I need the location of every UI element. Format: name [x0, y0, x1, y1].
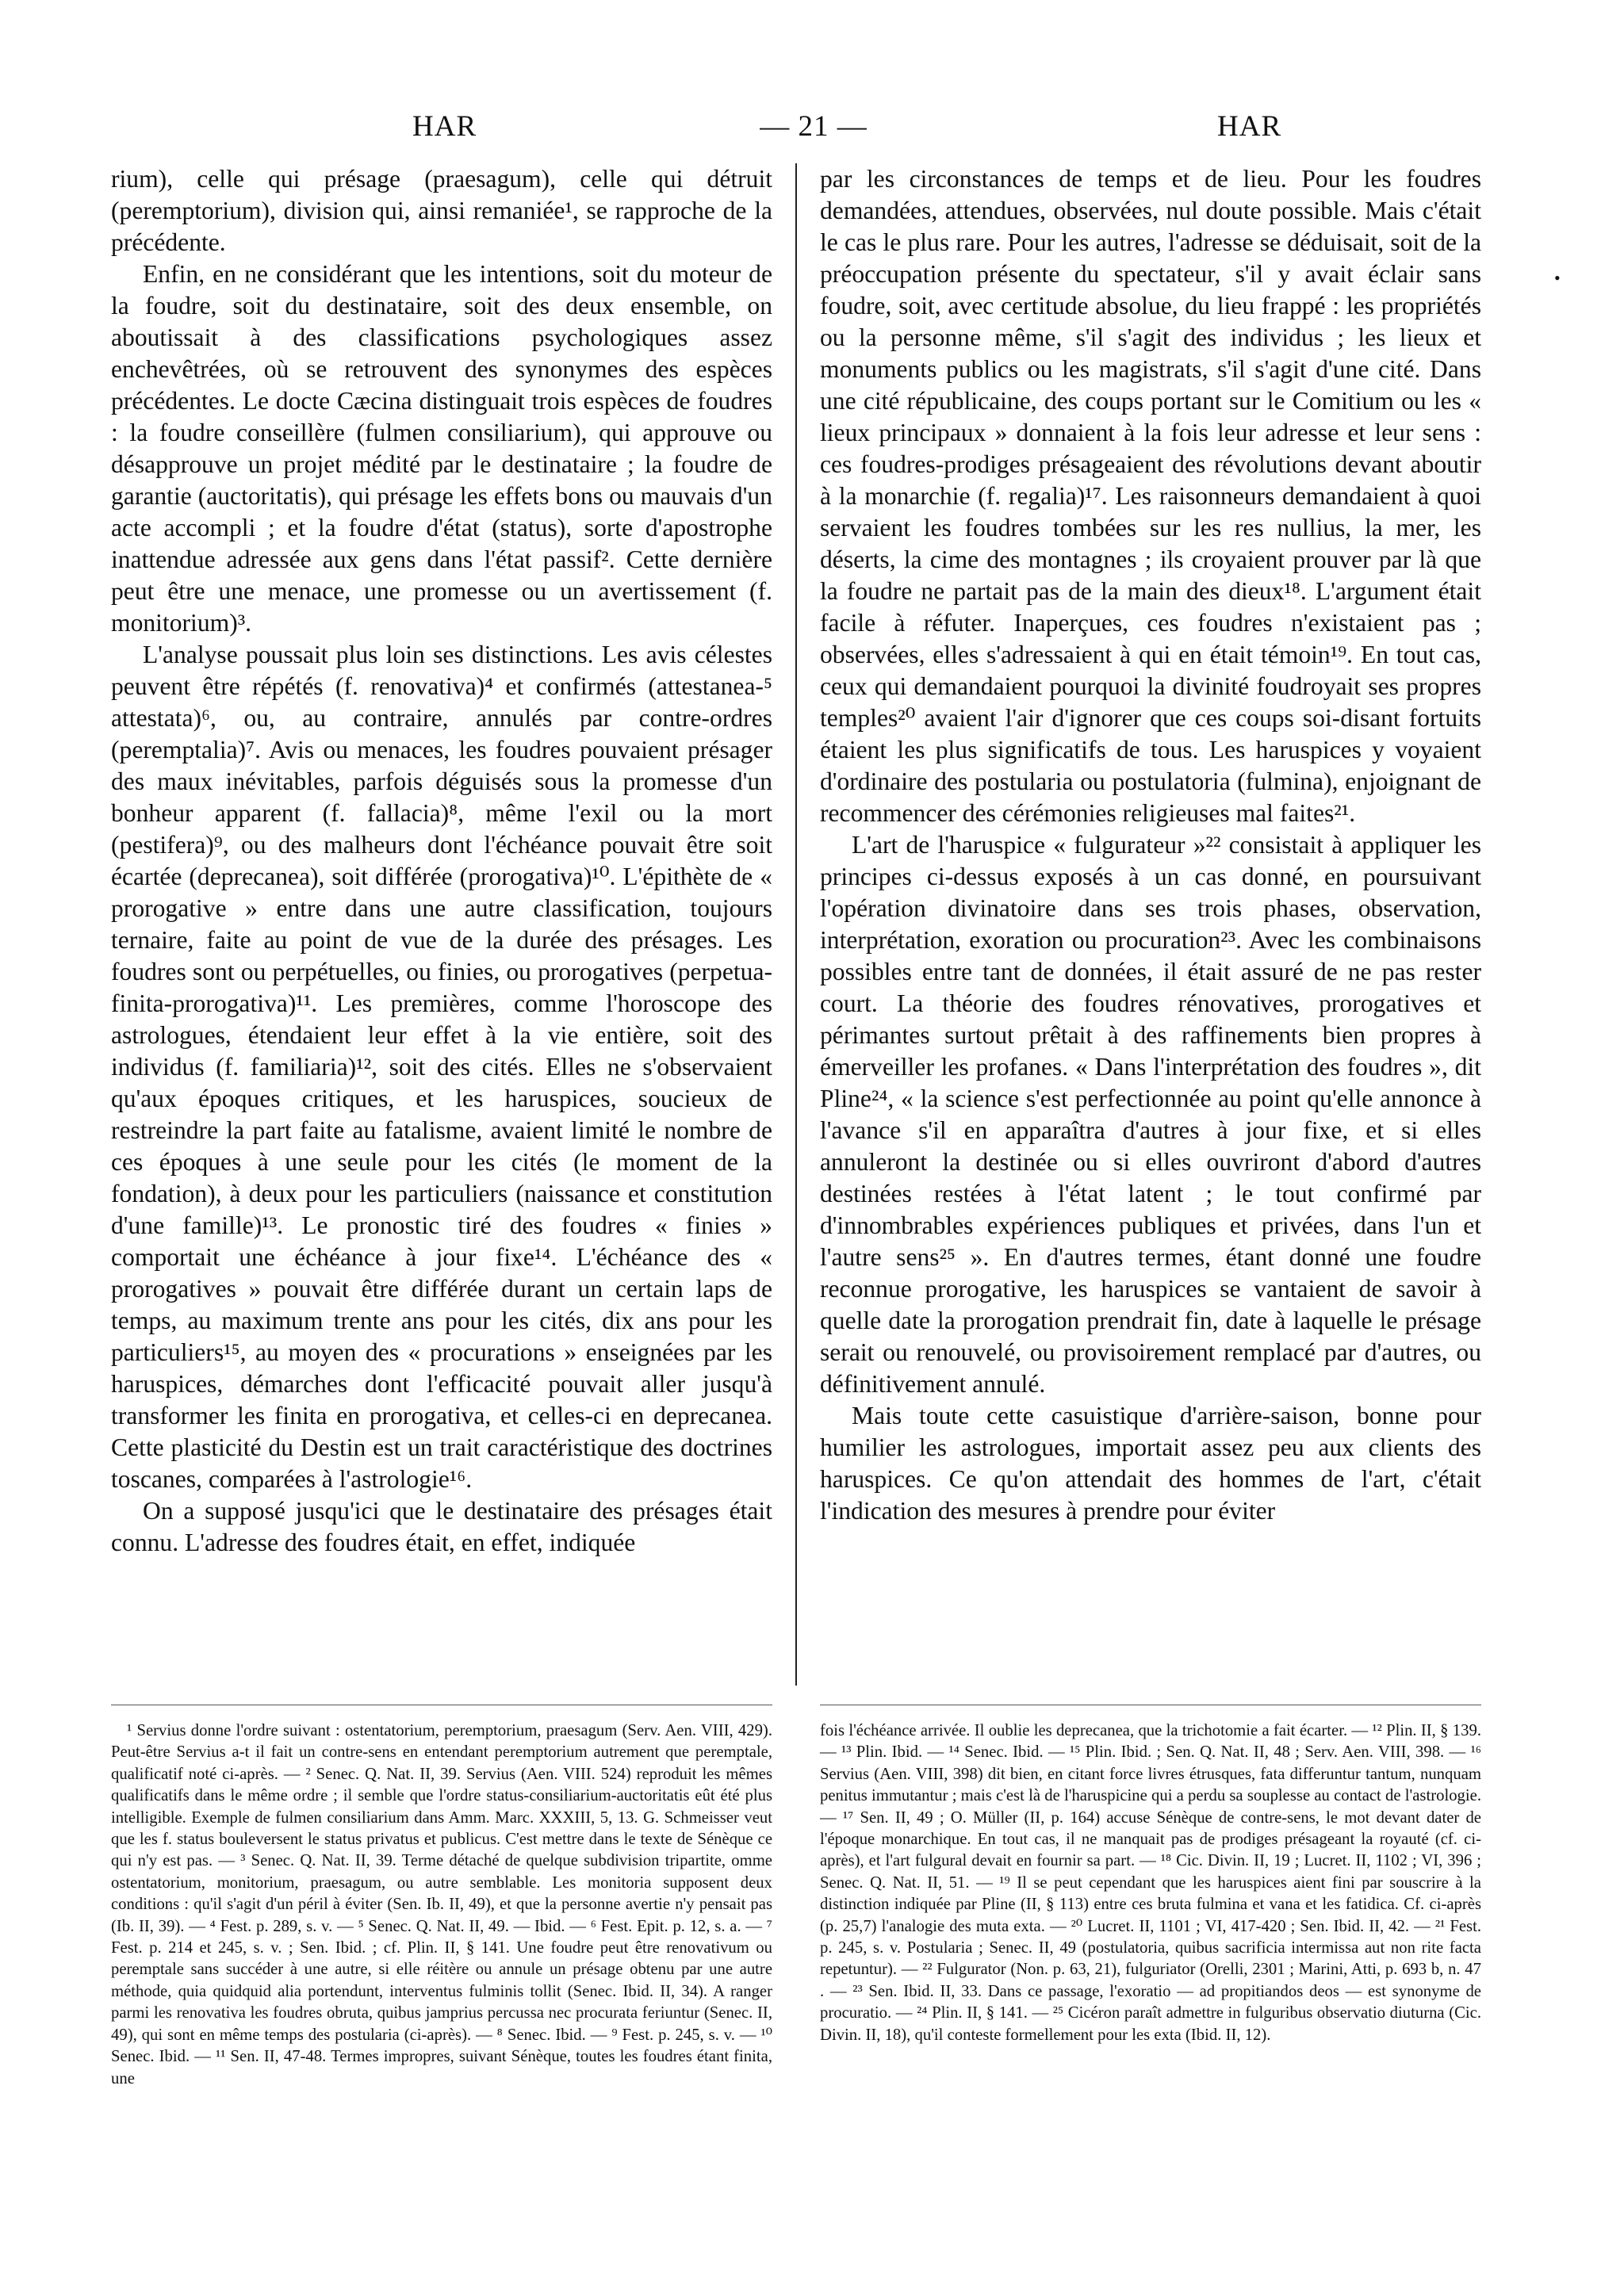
column-divider [795, 163, 797, 1686]
paragraph: L'analyse poussait plus loin ses distinctions. Les avis célestes peuvent être répétés (f. renovativa)⁴ et confirmés (attestanea-⁵ attestata)⁶, ou, au contraire, annulés par contre-ordres (peremptalia)⁷. Avis ou menaces, les foudres pouvaient présager des maux inévitables, parfois déguisés sous la promesse d'un bonheur apparent (f. fallacia)⁸, même l'exil ou la mort (pestifera)⁹, ou des malheurs dont l'échéance pouvait être soit écartée (deprecanea), soit différée (prorogativa)¹⁰. L'épithète de « prorogative » entre dans une autre classification, toujours ternaire, faite au point de vue de la durée des présages. Les foudres sont ou perpétuelles, ou finies, ou prorogatives (perpetua-finita-prorogativa)¹¹. Les premières, comme l'horoscope des astrologues, étendaient leur effet à la vie entière, soit des individus (f. familiaria)¹², soit des cités. Elles ne s'observaient qu'aux époques critiques, et les haruspices, soucieux de restreindre la part faite au fatalisme, avaient limité le nombre de ces époques à une seule pour les cités (le moment de la fondation), à deux pour les particuliers (naissance et constitution d'une famille)¹³. Le pronostic tiré des foudres « finies » comportait une échéance à jour fixe¹⁴. L'échéance des « prorogatives » pouvait être différée durant un certain laps de temps, au maximum trente ans pour les cités, dix ans pour les particuliers¹⁵, au moyen des « procurations » enseignées par les haruspices, démarches dont l'efficacité pouvait aller jusqu'à transformer les finita en prorogativa, et celles-ci en deprecanea. Cette plasticité du Destin est un trait caractéristique des doctrines toscanes, comparées à l'astrologie¹⁶. [111, 641, 772, 1493]
running-header [111, 109, 1516, 149]
paragraph: rium), celle qui présage (praesagum), celle qui détruit (peremptorium), division qui, ainsi remaniée¹, se rapproche de la précédente. [111, 165, 772, 256]
header-right-title: HAR [1217, 110, 1282, 143]
footnotes-right [820, 1720, 1481, 2046]
footnote-block: fois l'échéance arrivée. Il oublie les deprecanea, que la trichotomie a fait écarter. — ¹² Plin. II, § 139. — ¹³ Plin. Ibid. — ¹⁴ Senec. Ibid. — ¹⁵ Plin. Ibid. ; Sen. Q. Nat. II, 48 ; Serv. Aen. VIII, 398. — ¹⁶ Servius (Aen. VIII, 398) dit bien, en citant force livres étrusques, fata differuntur tantum, nunquam penitus immutantur ; mais c'est là de l'haruspicine qui a perdu sa souplesse au contact de l'astrologie. — ¹⁷ Sen. II, 49 ; O. Müller (II, p. 164) accuse Sénèque de contre-sens, le mot devant dater de l'époque monarchique. En tout cas, il ne manquait pas de prodiges présageant la royauté (cf. ci-après), et l'art fulgural devait en fournir sa part. — ¹⁸ Cic. Divin. II, 19 ; Lucret. II, 1102 ; VI, 396 ; Senec. Q. Nat. II, 51. — ¹⁹ Il se peut cependant que les haruspices aient fini par souscrire à la distinction indiquée par Pline (II, § 113) entre ces bruta fulmina et vana et les fatidica. Cf. ci-après (p. 25,7) l'analogie des muta exta. — ²⁰ Lucret. II, 1101 ; VI, 417-420 ; Sen. Ibid. II, 42. — ²¹ Fest. p. 245, s. v. Postularia ; Senec. II, 49 (postulatoria, quibus sacrificia intermissa aut non rite facta repetuntur). — ²² Fulgurator (Non. p. 63, 21), fulguriator (Orelli, 2301 ; Marini, Atti, p. 693 b, n. 47 . — ²³ Sen. Ibid. II, 33. Dans ce passage, l'exoratio — ad propitiandos deos — est synonyme de procuratio. — ²⁴ Plin. II, § 141. — ²⁵ Cicéron paraît admettre in fulguribus observatio diuturna (Cic. Divin. II, 18), qu'il conteste formellement pour les exta (Ibid. II, 12). [820, 1722, 1481, 2044]
paragraph: par les circonstances de temps et de lieu. Pour les foudres demandées, attendues, observées, nul doute possible. Mais c'était le cas le plus rare. Pour les autres, l'adresse se déduisait, soit de la préoccupation présente du spectateur, s'il y avait éclair sans foudre, soit, avec certitude absolue, du lieu frappé : les propriétés ou la personne même, s'il s'agit des individus ; les lieux et monuments publics ou les magistrats, s'il s'agit d'une cité. Dans une cité républicaine, des coups portant sur le Comitium ou les « lieux principaux » donnaient à la fois leur adresse et leur sens : ces foudres-prodiges présageaient des révolutions devant aboutir à la monarchie (f. regalia)¹⁷. Les raisonneurs demandaient à quoi servaient les foudres tombées sur les res nullius, la mer, les déserts, la cime des montagnes ; ils croyaient prouver par là que la foudre ne partait pas de la main des dieux¹⁸. L'argument était facile à réfuter. Inaperçues, ces foudres n'existaient pas ; observées, elles s'adressaient à qui en était témoin¹⁹. En tout cas, ceux qui demandaient pourquoi la divinité foudroyait ses propres temples²⁰ avaient l'air d'ignorer que ces coups soi-disant fortuits étaient les plus significatifs de tous. Les haruspices y voyaient d'ordinaire des postularia ou postulatoria (fulmina), enjoignant de recommencer des cérémonies religieuses mal faites²¹. [820, 165, 1481, 827]
paragraph: Mais toute cette casuistique d'arrière-saison, bonne pour humilier les astrologues, importait assez peu aux clients des haruspices. Ce qu'on attendait des hommes de l'art, c'était l'indication des mesures à prendre pour éviter [820, 1402, 1481, 1525]
paragraph: On a supposé jusqu'ici que le destinataire des présages était connu. L'adresse des foudres était, en effet, indiquée [111, 1497, 772, 1556]
paragraph: L'art de l'haruspice « fulgurateur »²² consistait à appliquer les principes ci-dessus exposés à un cas donné, en poursuivant l'opération divinatoire dans ses trois phases, observation, interprétation, exoration ou procuration²³. Avec les combinaisons possibles entre tant de données, il était assuré de ne pas rester court. La théorie des foudres rénovatives, prorogatives et périmantes surtout prêtait à des raffinements bien propres à émerveiller les profanes. « Dans l'interprétation des foudres », dit Pline²⁴, « la science s'est perfectionnée au point qu'elle annonce à l'avance s'il en apparaîtra d'autres à jour fixe, et si elles annuleront la destinée ou si elles ouvriront d'abord d'autres destinées restées à l'état latent ; le tout confirmé par d'innombrables expériences publiques et privées, dans l'un et l'autre sens²⁵ ». En d'autres termes, étant donné une foudre reconnue prorogative, les haruspices se vantaient de savoir à quelle date la prorogation prendrait fin, date à laquelle le présage serait ou renouvelé, ou provisoirement remplacé par d'autres, ou définitivement annulé. [820, 831, 1481, 1398]
right-text-column [820, 163, 1481, 1527]
page-number: — 21 — [760, 110, 868, 143]
footnote-block: ¹ Servius donne l'ordre suivant : ostentatorium, peremptorium, praesagum (Serv. Aen. VIII, 429). Peut-être Servius a-t il fait un contre-sens en entendant peremptorium autrement que peremptale, qualificatif noté ci-après. — ² Senec. Q. Nat. II, 39. Servius (Aen. VIII. 524) reproduit les mêmes qualificatifs dans le même ordre ; il semble que l'ordre status-consiliarium-auctoritatis eût été plus intelligible. Exemple de fulmen consiliarium dans Amm. Marc. XXXIII, 5, 13. G. Schmeisser veut que les f. status bouleversent le status privatus et publicus. C'est mettre dans le texte de Sénèque ce qui n'y est pas. — ³ Senec. Q. Nat. II, 39. Terme détaché de quelque subdivision tripartite, omme ostentatorium, monitorium, praesagum, ou autre semblable. Les monitoria supposent deux conditions : qu'il s'agit d'un péril à éviter (Sen. Ib. II, 49), et que la personne avertie n'y pensait pas (Ib. II, 39). — ⁴ Fest. p. 289, s. v. — ⁵ Senec. Q. Nat. II, 49. — Ibid. — ⁶ Fest. Epit. p. 12, s. a. — ⁷ Fest. p. 214 et 245, s. v. ; Sen. Ibid. ; cf. Plin. II, § 141. Une foudre peut être renovativum ou peremptale sans succéder à une autre, si elle réitère ou annule un présage obtenu par une autre méthode, quia quidquid alia portendunt, interventus fulminis tollit (Senec. Ibid. II, 34). A ranger parmi les renovativa les foudres obruta, quibus jamprius percussa nec procurata feriuntur (Senec. II, 49), qui sont en même temps des postularia (ci-après). — ⁸ Senec. Ibid. — ⁹ Fest. p. 245, s. v. — ¹⁰ Senec. Ibid. — ¹¹ Sen. II, 47-48. Termes impropres, suivant Sénèque, toutes les foudres étant finita, une [111, 1722, 772, 2087]
footnotes-left [111, 1720, 772, 2090]
left-text-column [111, 163, 772, 1559]
margin-mark: • [1554, 268, 1561, 288]
header-left-title: HAR [412, 110, 477, 143]
paragraph: Enfin, en ne considérant que les intentions, soit du moteur de la foudre, soit du destinataire, soit des deux ensemble, on aboutissait à des classifications psychologiques assez enchevêtrées, où se retrouvent des synonymes des espèces précédentes. Le docte Cæcina distinguait trois espèces de foudres : la foudre conseillère (fulmen consiliarium), qui approuve ou désapprouve un projet médité par le destinataire ; la foudre de garantie (auctoritatis), qui présage les effets bons ou mauvais d'un acte accompli ; et la foudre d'état (status), sorte d'apostrophe inattendue adressée aux gens dans l'état passif². Cette dernière peut être une menace, une promesse ou un avertissement (f. monitorium)³. [111, 260, 772, 637]
